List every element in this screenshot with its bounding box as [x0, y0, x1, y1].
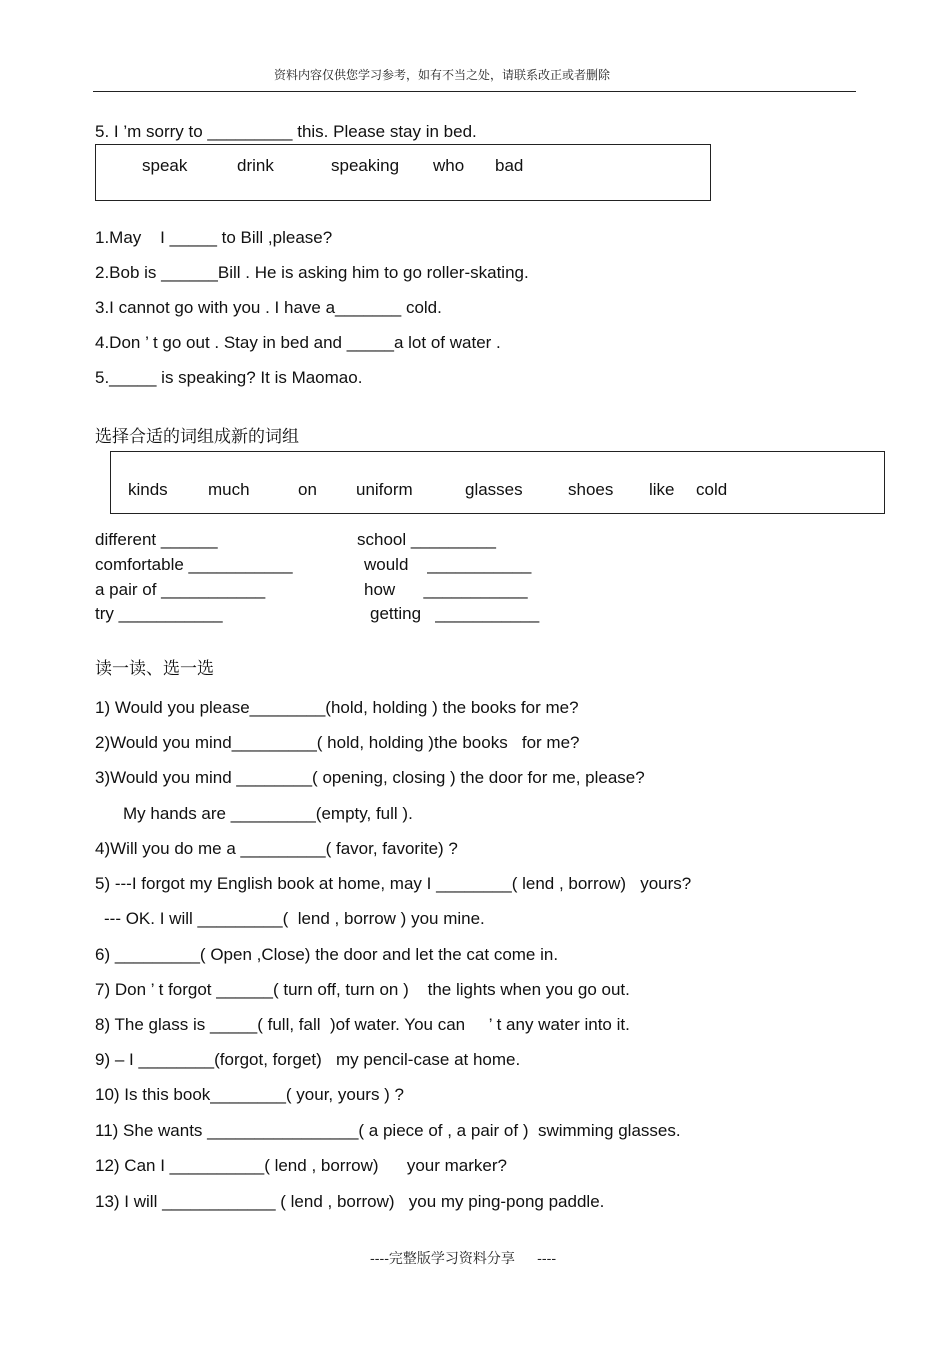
word-bank-b-item: much — [208, 480, 250, 499]
phrase-left-4: try ___________ — [95, 604, 223, 623]
word-bank-box-b — [110, 451, 885, 514]
question-a-5: 5._____ is speaking? It is Maomao. — [95, 368, 363, 387]
word-bank-a-item: drink — [237, 156, 274, 175]
page-header: 资料内容仅供您学习参考，如有不当之处，请联系改正或者删除 — [274, 68, 611, 82]
question-5-top: 5. I ’m sorry to _________ this. Please stay in bed. — [95, 122, 477, 141]
question-a-1: 1.May I _____ to Bill ,please? — [95, 228, 333, 247]
word-bank-a-item: who — [433, 156, 465, 175]
page-footer: ----完整版学习资料分享 ---- — [370, 1251, 557, 1267]
question-c-1: 1) Would you please________(hold, holding ) the books for me? — [95, 698, 579, 717]
word-bank-b-item: cold — [696, 480, 728, 499]
phrase-right-1: school _________ — [357, 530, 496, 549]
question-c-6: 6) _________( Open ,Close) the door and let the cat come in. — [95, 945, 559, 964]
question-c-5-reply: --- OK. I will _________( lend , borrow ) you mine. — [104, 909, 485, 928]
phrase-left-2: comfortable ___________ — [95, 555, 293, 574]
word-bank-box-a — [95, 144, 711, 201]
question-a-3: 3.I cannot go with you . I have a_______ cold. — [95, 298, 442, 317]
phrase-right-4: getting ___________ — [370, 604, 540, 623]
word-bank-b-item: on — [298, 480, 317, 499]
word-bank-a-item: speak — [142, 156, 188, 175]
phrase-right-3: how ___________ — [364, 580, 528, 599]
question-c-9: 9) – I ________(forgot, forget) my pencil-case at home. — [95, 1050, 521, 1069]
word-bank-a-item: bad — [495, 156, 524, 175]
question-c-2: 2)Would you mind_________( hold, holding )the books for me? — [95, 733, 580, 752]
phrase-right-2: would ___________ — [364, 555, 532, 574]
question-a-2: 2.Bob is ______Bill . He is asking him to go roller-skating. — [95, 263, 529, 282]
question-c-11: 11) She wants ________________( a piece of , a pair of ) swimming glasses. — [95, 1121, 681, 1140]
phrase-left-1: different ______ — [95, 530, 218, 549]
word-bank-a-item: speaking — [331, 156, 400, 175]
question-c-13: 13) I will ____________ ( lend , borrow) you my ping-pong paddle. — [95, 1192, 605, 1211]
word-bank-b-item: shoes — [568, 480, 614, 499]
question-c-3: 3)Would you mind ________( opening, closing ) the door for me, please? — [95, 768, 645, 787]
header-rule — [93, 91, 856, 92]
phrase-left-3: a pair of ___________ — [95, 580, 266, 599]
question-c-8: 8) The glass is _____( full, fall )of water. You can ’ t any water into it. — [95, 1015, 630, 1034]
question-c-7: 7) Don ’ t forgot ______( turn off, turn on ) the lights when you go out. — [95, 980, 630, 999]
word-bank-b-item: uniform — [356, 480, 413, 499]
question-c-12: 12) Can I __________( lend , borrow) your marker? — [95, 1156, 507, 1175]
question-c-5: 5) ---I forgot my English book at home, may I ________( lend , borrow) yours? — [95, 874, 692, 893]
section-b-heading: 选择合适的词组成新的词组 — [95, 427, 299, 447]
section-c-heading: 读一读、选一选 — [95, 659, 214, 679]
question-a-4: 4.Don ’ t go out . Stay in bed and _____a lot of water . — [95, 333, 501, 352]
question-c-10: 10) Is this book________( your, yours ) ? — [95, 1085, 405, 1104]
question-c-3-continued: My hands are _________(empty, full ). — [123, 804, 413, 823]
question-c-4: 4)Will you do me a _________( favor, favorite) ? — [95, 839, 458, 858]
word-bank-b-item: kinds — [128, 480, 168, 499]
word-bank-b-item: like — [649, 480, 675, 499]
word-bank-b-item: glasses — [465, 480, 523, 499]
